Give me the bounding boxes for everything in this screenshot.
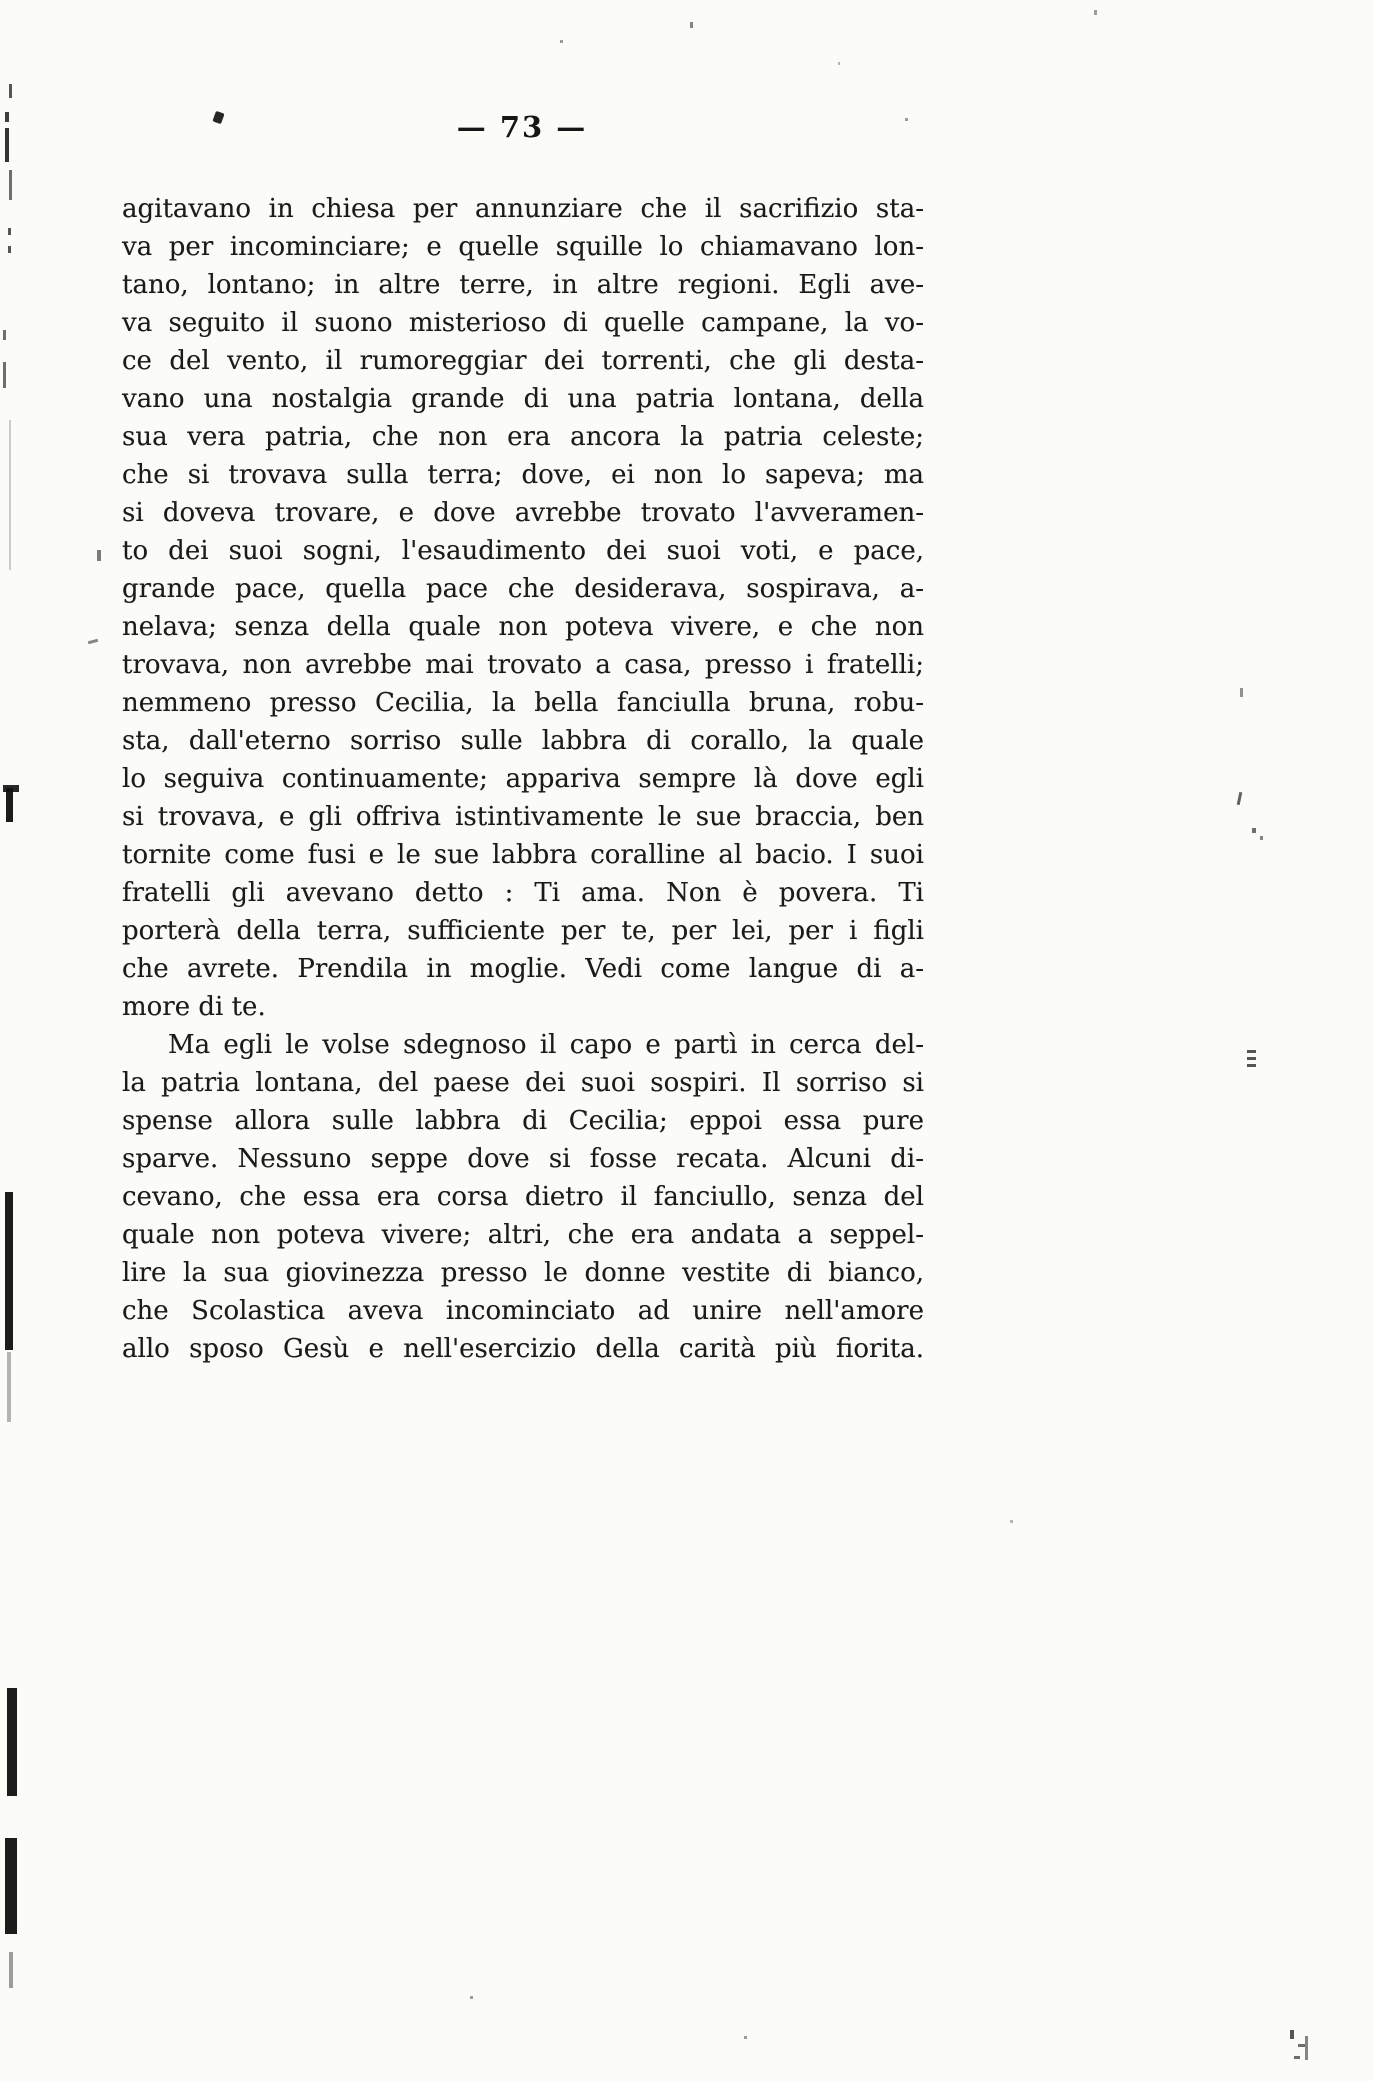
text-line: lire la sua giovinezza presso le donne vestite di bianco, bbox=[122, 1258, 924, 1288]
text-line: tornite come fusi e le sue labbra coralline al bacio. I suoi bbox=[122, 840, 924, 870]
scan-artifact bbox=[1294, 2056, 1300, 2059]
scan-artifact bbox=[1010, 1520, 1013, 1523]
scan-artifact bbox=[5, 112, 9, 122]
scan-artifact bbox=[3, 330, 6, 340]
text-line: cevano, che essa era corsa dietro il fanciullo, senza del bbox=[122, 1182, 924, 1212]
scan-artifact bbox=[9, 1952, 13, 1988]
scan-artifact bbox=[9, 84, 12, 98]
scan-artifact bbox=[1260, 836, 1263, 840]
scan-artifact bbox=[470, 1996, 473, 1999]
text-line: allo sposo Gesù e nell'esercizio della carità più fiorita. bbox=[122, 1334, 924, 1364]
scan-artifact bbox=[97, 550, 101, 561]
text-line: more di te. bbox=[122, 992, 266, 1022]
text-line: nemmeno presso Cecilia, la bella fanciulla bruna, robu- bbox=[122, 688, 924, 718]
scan-artifact bbox=[1247, 1057, 1256, 1060]
text-line: tano, lontano; in altre terre, in altre regioni. Egli ave- bbox=[122, 270, 924, 300]
scan-artifact bbox=[690, 22, 693, 28]
text-line: va seguito il suono misterioso di quelle campane, la vo- bbox=[122, 308, 924, 338]
text-line: vano una nostalgia grande di una patria lontana, della bbox=[122, 384, 924, 414]
page-number: — 73 — bbox=[456, 110, 588, 144]
text-line: nelava; senza della quale non poteva vivere, e che non bbox=[122, 612, 924, 642]
scan-artifact bbox=[3, 362, 6, 388]
scan-artifact bbox=[1247, 1050, 1256, 1053]
scan-artifact bbox=[1247, 1064, 1256, 1067]
text-line: fratelli gli avevano detto : Ti ama. Non è povera. Ti bbox=[122, 878, 924, 908]
scan-artifact bbox=[744, 2036, 747, 2039]
text-block bbox=[122, 190, 924, 1368]
text-line: sta, dall'eterno sorriso sulle labbra di corallo, la quale bbox=[122, 726, 924, 756]
scan-artifact bbox=[6, 788, 13, 822]
text-line: trovava, non avrebbe mai trovato a casa, presso i fratelli; bbox=[122, 650, 924, 680]
scan-artifact bbox=[1298, 2044, 1305, 2047]
scan-artifact bbox=[1237, 792, 1243, 805]
text-line: si doveva trovare, e dove avrebbe trovato l'avveramen- bbox=[122, 498, 924, 528]
scan-artifact bbox=[560, 40, 563, 43]
scan-artifact bbox=[7, 1352, 11, 1422]
text-line: lo seguiva continuamente; appariva sempre là dove egli bbox=[122, 764, 924, 794]
scan-artifact bbox=[5, 128, 9, 162]
text-line: spense allora sulle labbra di Cecilia; eppoi essa pure bbox=[122, 1106, 924, 1136]
text-line: grande pace, quella pace che desiderava, sospirava, a- bbox=[122, 574, 924, 604]
text-line: quale non poteva vivere; altri, che era andata a seppel- bbox=[122, 1220, 924, 1250]
scan-artifact bbox=[838, 62, 840, 65]
scan-artifact bbox=[8, 228, 11, 235]
text-line: va per incominciare; e quelle squille lo chiamavano lon- bbox=[122, 232, 924, 262]
text-line: sparve. Nessuno seppe dove si fosse recata. Alcuni di- bbox=[122, 1144, 924, 1174]
text-line: Ma egli le volse sdegnoso il capo e partì in cerca del- bbox=[168, 1030, 924, 1060]
scan-artifact bbox=[5, 1838, 17, 1934]
scan-artifact bbox=[905, 118, 908, 121]
text-line: sua vera patria, che non era ancora la patria celeste; bbox=[122, 422, 924, 452]
text-line: ce del vento, il rumoreggiar dei torrenti, che gli desta- bbox=[122, 346, 924, 376]
text-line: si trovava, e gli offriva istintivamente le sue braccia, ben bbox=[122, 802, 924, 832]
text-line: porterà della terra, sufficiente per te, per lei, per i figli bbox=[122, 916, 924, 946]
scan-artifact bbox=[1094, 10, 1097, 15]
scan-artifact bbox=[5, 1192, 13, 1350]
scan-artifact bbox=[1290, 2030, 1294, 2039]
text-line: agitavano in chiesa per annunziare che il sacrifizio sta- bbox=[122, 194, 924, 224]
scan-artifact bbox=[9, 420, 11, 570]
text-line: che avrete. Prendila in moglie. Vedi come langue di a- bbox=[122, 954, 924, 984]
scan-artifact bbox=[7, 1688, 17, 1796]
scan-artifact bbox=[1252, 828, 1256, 833]
scan-artifact bbox=[9, 170, 12, 200]
text-line: la patria lontana, del paese dei suoi sospiri. Il sorriso si bbox=[122, 1068, 924, 1098]
text-line: che Scolastica aveva incominciato ad unire nell'amore bbox=[122, 1296, 924, 1326]
scan-artifact bbox=[1240, 688, 1243, 697]
text-line: che si trovava sulla terra; dove, ei non lo sapeva; ma bbox=[122, 460, 924, 490]
text-line: to dei suoi sogni, l'esaudimento dei suoi voti, e pace, bbox=[122, 536, 924, 566]
scan-artifact bbox=[8, 246, 11, 253]
scan-artifact bbox=[88, 639, 98, 644]
scan-artifact bbox=[1305, 2036, 1308, 2060]
